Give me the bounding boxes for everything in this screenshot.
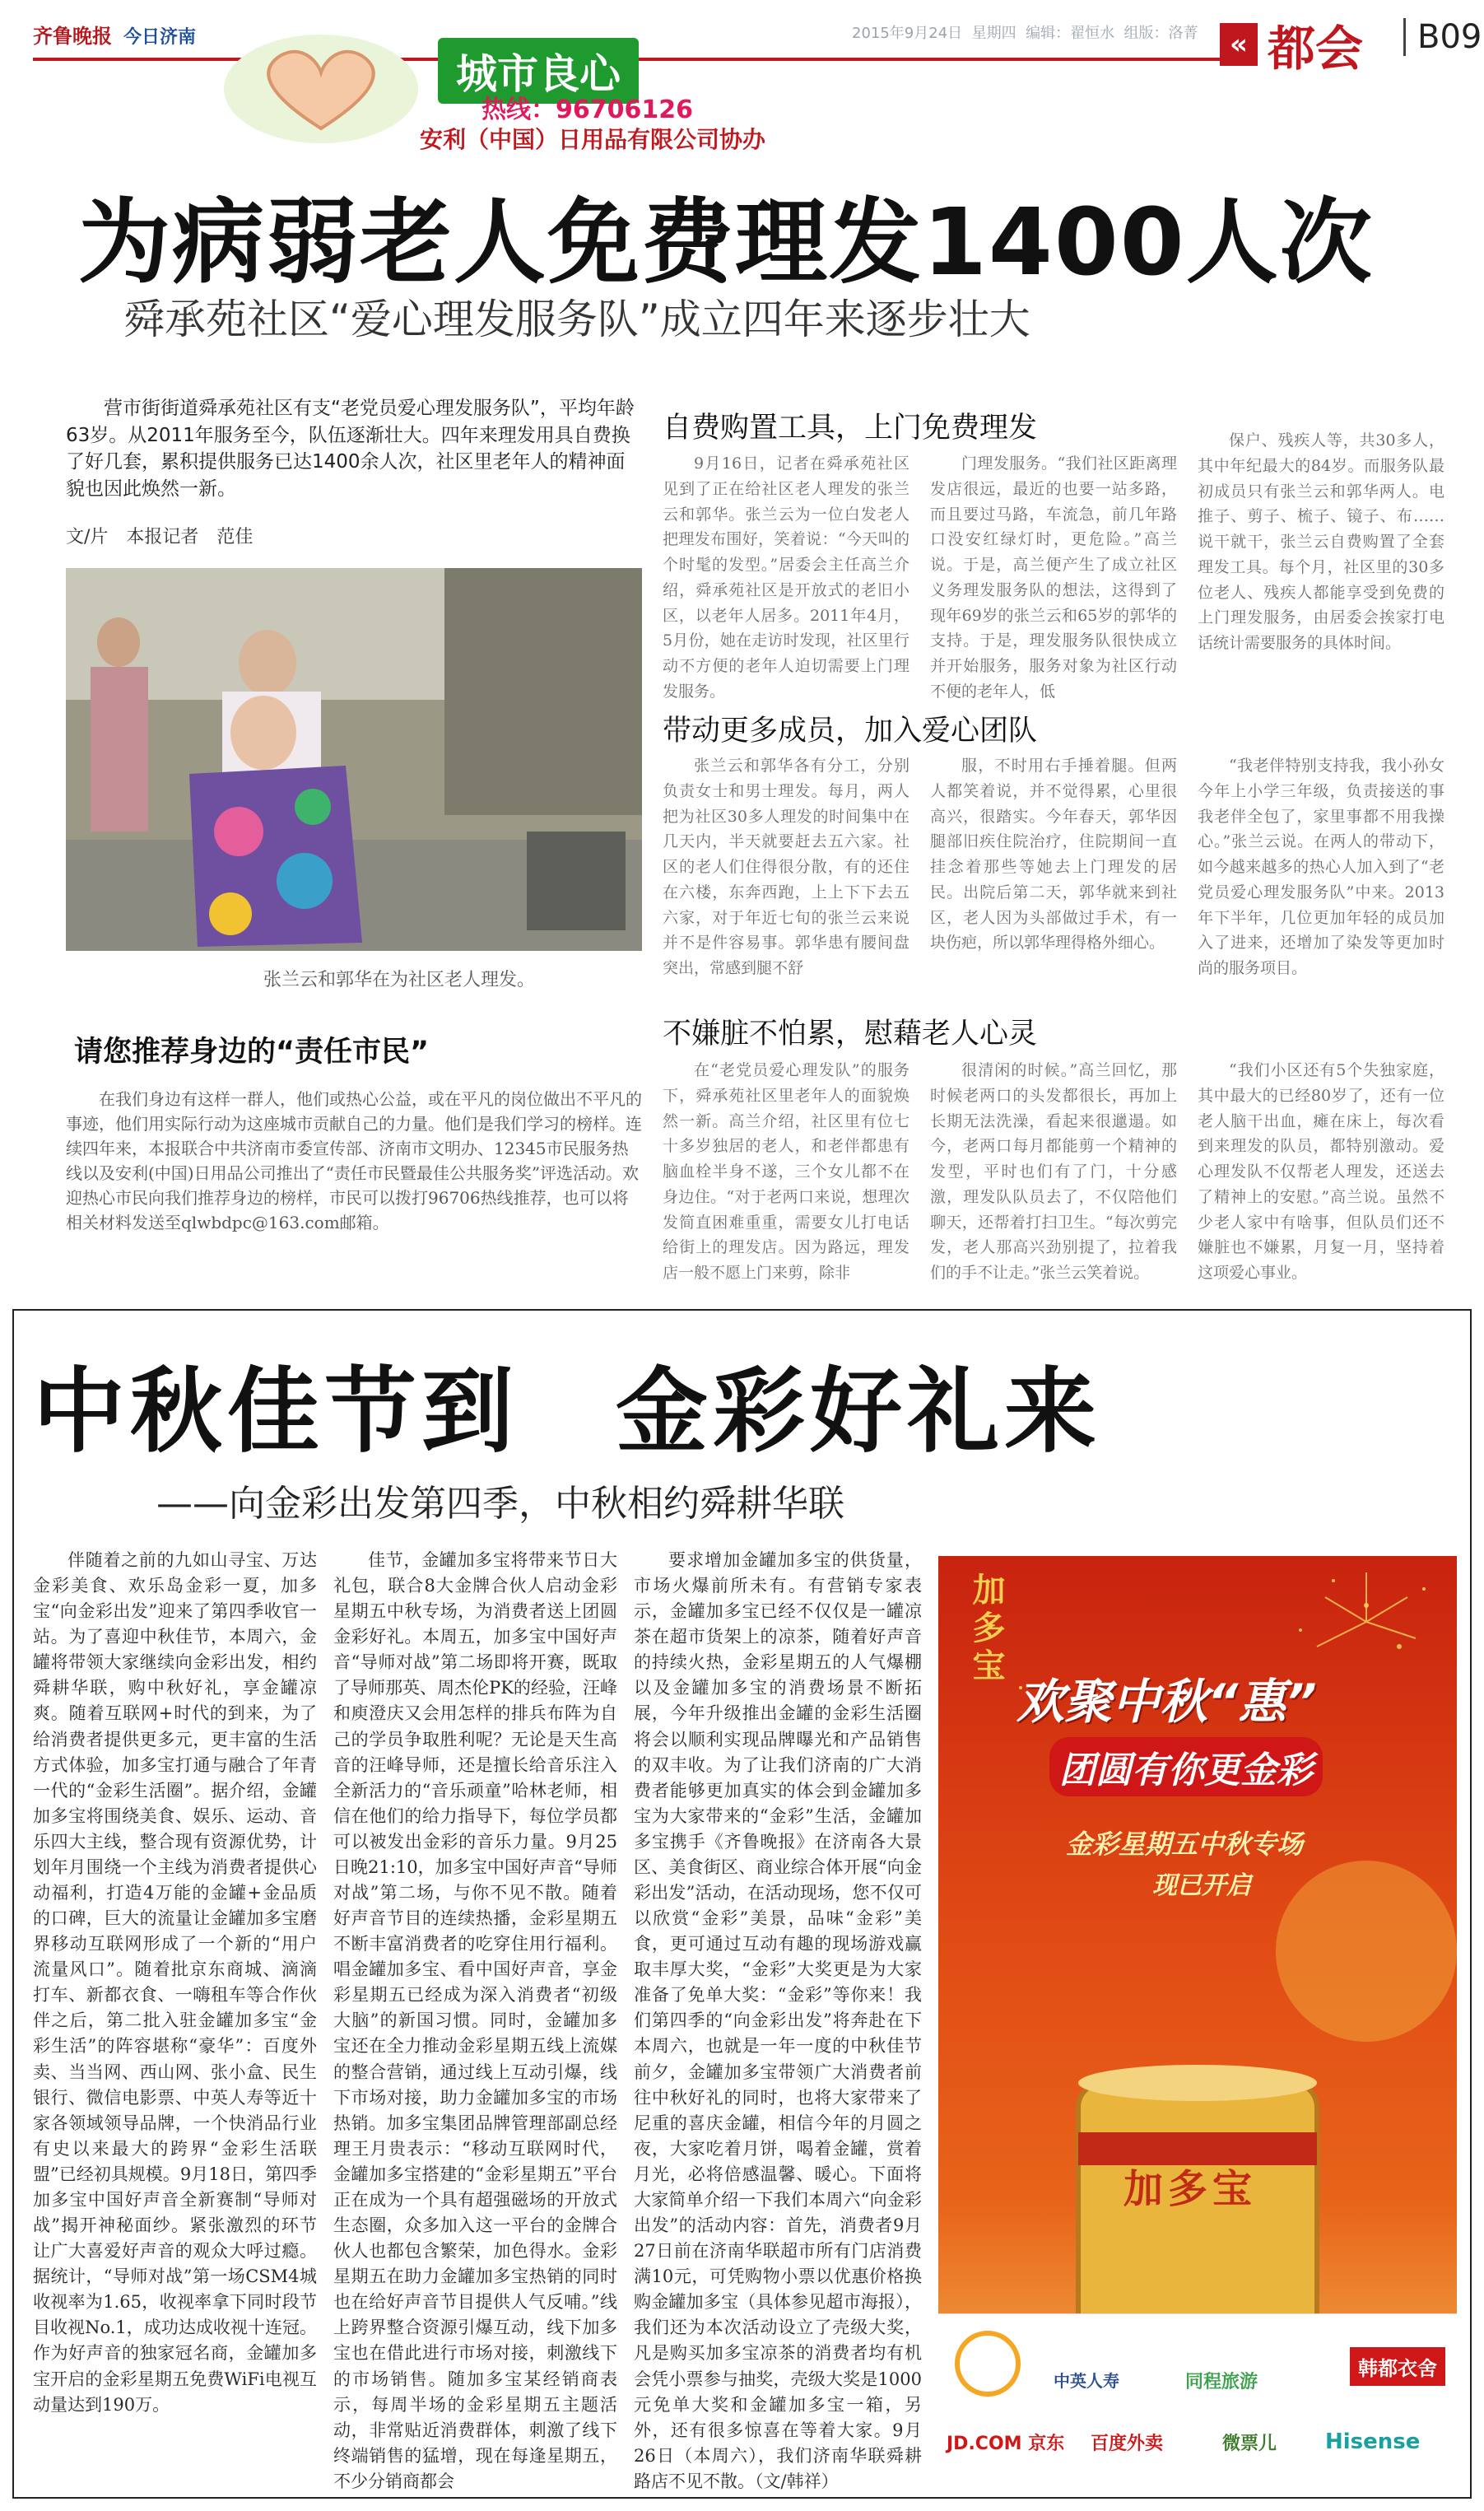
masthead-meta: 2015年9月24日 星期四 编辑：翟恒水 组版：洛菁	[852, 25, 1198, 42]
poster-tagline: 团圆有你更金彩	[1049, 1737, 1323, 1796]
banner-title: 城市良心	[438, 38, 639, 104]
sponsor-6: 微票儿	[1222, 2434, 1277, 2454]
section2-title: 带动更多成员，加入爱心团队	[663, 715, 1038, 748]
photo-caption: 张兰云和郭华在为社区老人理发。	[263, 970, 536, 990]
sponsor-5: 百度外卖	[1091, 2434, 1164, 2454]
section1-col1: 9月16日，记者在舜承苑社区见到了正在给社区老人理发的张兰云和郭华。张兰云为一位白发老人把理发布围好，笑着说：“今天叫的个时髦的发型。”居委会主任高兰介绍，舜承苑社区是开放式的老旧小区，以老年人居多。2011年4月，5月份，她在走访时发现，社区里行动不方便的老年人迫切需要上门理发服务。	[663, 454, 909, 701]
section2-col1: 张兰云和郭华各有分工，分别负责女士和男士理发。每月，两人把为社区30多人理发的时间集中在几天内，半天就要赶去五六家。社区的老人们住得很分散，有的还住在六楼，东奔西跑，上上下下去五六家，对于年近七旬的张兰云来说并不是件容易事。郭华患有腰间盘突出，常感到腿不舒	[663, 757, 909, 978]
section3-title: 不嫌脏不怕累，慰藉老人心灵	[663, 1018, 1038, 1051]
sponsor-3: 韩都衣舍	[1350, 2347, 1445, 2386]
section2-col3: “我老伴特别支持我，我小孙女今年上小学三年级，负责接送的事我老伴全包了，家里事都不用我操心。”张兰云说。在两人的带动下，如今越来越多的热心人加入到了“老党员爱心理发服务队”中来。2013年下半年，几位更加年轻的成员加入了进来，还增加了染发等更加时尚的服务项目。	[1198, 757, 1444, 978]
sponsor-4: JD.COM 京东	[947, 2434, 1065, 2454]
article-subhead: 舜承苑社区“爱心理发服务队”成立四年来逐步壮大	[123, 296, 1030, 343]
sponsor-1: 中英人寿	[1054, 2371, 1119, 2391]
article-headline: 为病弱老人免费理发1400人次	[78, 189, 1374, 296]
recommend-body: 在我们身边有这样一群人，他们或热心公益，或在平凡的岗位做出不平凡的事迹，他们用实际行动为这座城市贡献自己的力量。他们是我们学习的榜样。连续四年来，本报联合中共济南市委宣传部、济南市文明办、12345市民服务热线以及安利(中国)日用品公司推出了“责任市民暨最佳公共服务奖”评选活动。欢迎热心市民向我们推荐身边的榜样，市民可以拨打96706热线推荐，也可以将相关材料发送至qlwbdpc@163.com邮箱。	[66, 1089, 642, 1232]
section2-col2: 服，不时用右手捶着腿。但两人都笑着说，并不觉得累，心里很高兴，很踏实。今年春天，郭华因腿部旧疾住院治疗，住院期间一直挂念着那些等她去上门理发的居民。出院后第二天，郭华就来到社区，老人因为头部做过手术，有一块伤疤，所以郭华理得格外细心。	[930, 757, 1177, 953]
poster-can-text: 加多宝	[1123, 2166, 1258, 2212]
sponsor-strip	[938, 2313, 1457, 2482]
section1-title: 自费购置工具，上门免费理发	[663, 412, 1038, 445]
masthead-rule	[33, 58, 1251, 61]
poster-event2: 现已开启	[1152, 1871, 1251, 1900]
section3-col2: 很清闲的时候。”高兰回忆，那时候老两口的头发都很长，再加上长期无法洗澡，看起来很邋遢。如今，老两口每月都能剪一个精神的发型，平时也们有了门，十分感激，理发队队员去了，不仅陪他们聊天，还帮着打扫卫生。“每次剪完发，老人那高兴劲别提了，拉着我们的手不让走。”张兰云笑着说。	[930, 1061, 1177, 1283]
banner-hotline: 热线：96706126	[481, 96, 693, 124]
poster-headline: 欢聚中秋“惠”	[1016, 1674, 1317, 1730]
advert-col3: 要求增加金罐加多宝的供货量，市场火爆前所未有。有营销专家表示，金罐加多宝已经不仅仅是一罐凉茶在超市货架上的凉茶，随着好声音的持续火热，金彩星期五的人气爆棚以及金罐加多宝的消费场景不断拓展，今年升级推出金罐的金彩生活圈将会以顺利实现品牌曝光和产品销售的双丰收。为了让我们济南的广大消费者能够更加真实的体会到金罐加多宝为大家带来的“金彩”生活，金罐加多宝携手《齐鲁晚报》在济南各大景区、美食街区、商业综合体开展“向金彩出发”活动，在活动现场，您不仅可以欣赏“金彩”美景，品味“金彩”美食，更可通过互动有趣的现场游戏赢取丰厚大奖，“金彩”大奖更是为大家准备了免单大奖：“金彩”等你来！我们第四季的“向金彩出发”将奔赴在下本周六，也就是一年一度的中秋佳节前夕，金罐加多宝带领广大消费者前往中秋好礼的同时，也将大家带来了尼重的喜庆金罐，相信今年的月圆之夜，大家吃着月饼，喝着金罐，赏着月光，必将倍感温馨、暖心。下面将大家简单介绍一下我们本周六“向金彩出发”的活动内容：首先，消费者9月27日前在济南华联超市所有门店消费满10元，可凭购物小票以优惠价格换购金罐加多宝（具体参见超市海报），我们还为本次活动设立了壳级大奖，凡是购买加多宝凉茶的消费者均有机会凭小票参与抽奖，壳级大奖是1000元免单大奖和金罐加多宝一箱，另外，还有很多惊喜在等着大家。9月26日（本周六），我们济南华联舜耕路店不见不散。（文/韩祥）	[634, 1550, 922, 2491]
advert-title: 中秋佳节到 金彩好礼来	[33, 1358, 1101, 1465]
recommend-title: 请您推荐身边的“责任市民”	[74, 1036, 430, 1069]
section1-col2: 门理发服务。“我们社区距离理发店很远，最近的也要一站多路，而且要过马路，车流急，前几年路口没安红绿灯时，更危险。”高兰说。于是，高兰便产生了成立社区义务理发服务队的想法，这得到了现年69岁的张兰云和65岁的郭华的支持。于是，理发服务队很快成立并开始服务，服务对象为社区行动不便的老年人，低	[930, 454, 1177, 701]
section-name: 都会	[1268, 21, 1364, 77]
article-byline: 文/片 本报记者 范佳	[66, 527, 254, 547]
section3-col1: 在“老党员爱心理发队”的服务下，舜承苑社区里老年人的面貌焕然一新。高兰介绍，社区里有位七十多岁独居的老人，和老伴都患有脑血栓半身不遂，三个女儿都不在身边住。“对于老两口来说，想理次发简直困难重重，需要女儿打电话给街上的理发店。因为路远，理发店一般不愿上门来剪，除非	[663, 1061, 909, 1283]
section-arrow-icon: «	[1220, 23, 1258, 66]
poster-event1: 金彩星期五中秋专场	[1066, 1829, 1304, 1860]
masthead-paper: 齐鲁晚报 今日济南	[33, 25, 197, 48]
advert-subtitle: ——向金彩出发第四季，中秋相约舜耕华联	[156, 1483, 844, 1525]
advert-col2: 佳节，金罐加多宝将带来节日大礼包，联合8大金牌合伙人启动金彩星期五中秋专场，为消费者送上团圆金彩好礼。本周五，加多宝中国好声音“导师对战”第二场即将开赛，既取了导师那英、周杰伦PK的经验，汪峰和庾澄庆又会用怎样的排兵布阵为自己的学员争取胜利呢？无论是天生高音的汪峰导师，还是擅长给音乐注入全新活力的“音乐顽童”哈林老师，相信在他们的给力指导下，每位学员都可以被发出金彩的音乐力量。9月25日晚21:10，加多宝中国好声音“导师对战”第二场，与你不见不散。随着好声音节目的连续热播，金彩星期五不断丰富消费者的吃穿住用行福利。唱金罐加多宝、看中国好声音，享金彩星期五已经成为深入消费者“初级大脑”的新国习惯。同时，金罐加多宝还在全力推动金彩星期五线上流媒的整合营销，通过线上互动引爆，线下市场对接，助力金罐加多宝的市场热销。加多宝集团品牌管理部副总经理王月贵表示：“移动互联网时代，金罐加多宝搭建的“金彩星期五”平台正在成为一个具有超强磁场的开放式生态圈，众多加入这一平台的金牌合伙人也都包含繁荣，加色得水。金彩星期五在助力金罐加多宝热销的同时也在给好声音节目提供人气反哺。”线上跨界整合资源引爆互动，线下加多宝也在借此进行市场对接，刺激线下的市场销售。随加多宝某经销商表示，每周半场的金彩星期五主题活动，非常贴近消费群体，刺激了线下终端销售的猛增，现在每逢星期五，不少分销商都会	[333, 1550, 617, 2491]
heart-hands-icon	[222, 31, 420, 147]
advert-col1: 伴随着之前的九如山寻宝、万达金彩美食、欢乐岛金彩一夏，加多宝“向金彩出发”迎来了第四季收官一站。为了喜迎中秋佳节，本周六，金罐将带领大家继续向金彩出发，相约舜耕华联，购中秋好礼，享金罐凉爽。随着互联网+时代的到来，为了给消费者提供更多元，更丰富的生活方式体验，加多宝打通与融合了年青一代的“金彩生活圈”。据介绍，金罐加多宝将围绕美食、娱乐、运动、音乐四大主线，整合现有资源优势，计划年月围绕一个主线为消费者提供心动福利，打造4万能的金罐+金品质的口碑，巨大的流量让金罐加多宝磨界移动互联网形成了一个新的“用户流量风口”。随着批京东商城、滴滴打车、新都衣食、一嗨租车等合作伙伴之后，第二批入驻金罐加多宝“金彩生活”的阵容堪称“豪华”：百度外卖、当当网、西山网、张小盒、民生银行、微信电影票、中英人寿等近十家各领域领导品牌，一个快消品行业有史以来最大的跨界“金彩生活联盟”已经初具规模。9月18日，第四季加多宝中国好声音全新赛制“导师对战”揭开神秘面纱。紧张激烈的环节让广大喜爱好声音的观众大呼过瘾。据统计，“导师对战”第一场CSM4城收视率为1.65，收视率拿下同时段节目收视No.1，成功达成收视十连冠。作为好声音的独家冠名商，金罐加多宝开启的金彩星期五免费WiFi电视互动量达到190万。	[33, 1550, 317, 2415]
section3-col3: “我们小区还有5个失独家庭，其中最大的已经80岁了，还有一位老人脑干出血，瘫在床上，每次看到来理发的队员，都特别激动。爱心理发队不仅帮老人理发，还送去了精神上的安慰。”高兰说。虽然不少老人家中有啥事，但队员们还不嫌脏也不嫌累，月复一月，坚持着这项爱心事业。	[1198, 1061, 1444, 1283]
poster-brand: 加多宝	[967, 1572, 1005, 1686]
page-number: B09	[1403, 18, 1482, 56]
article-photo	[66, 568, 642, 951]
article-lead: 营市街街道舜承苑社区有支“老党员爱心理发服务队”，平均年龄63岁。从2011年服务至今，队伍逐渐壮大。四年来理发用具自费换了好几套，累积提供服务已达1400余人次，社区里老年人的精神面貌也因此焕然一新。	[66, 398, 635, 500]
sponsor-2: 同程旅游	[1185, 2372, 1258, 2392]
sponsor-7: Hisense	[1325, 2429, 1421, 2454]
banner-assist: 安利（中国）日用品有限公司协办	[420, 126, 766, 153]
sponsor-logo-icon	[955, 2331, 1021, 2397]
section1-col3: 保户、残疾人等，共30多人，其中年纪最大的84岁。而服务队最初成员只有张兰云和郭华两人。电推子、剪子、梳子、镜子、布……说干就干，张兰云自费购置了全套理发工具。每个月，社区里的30多位老人、残疾人都能享受到免费的上门理发服务，由居委会挨家打电话统计需要服务的具体时间。	[1198, 431, 1444, 653]
